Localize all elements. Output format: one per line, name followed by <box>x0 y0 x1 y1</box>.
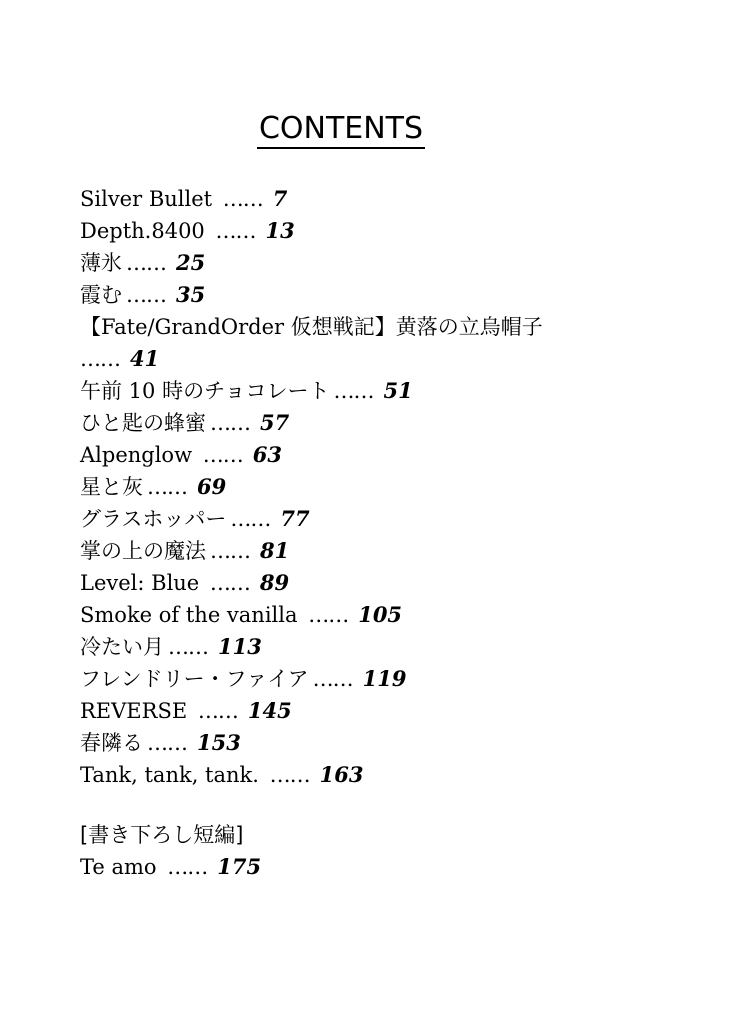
entry-page-number: 119 <box>362 666 407 691</box>
entry-title: グラスホッパー <box>80 507 227 531</box>
entry-leader: …… <box>80 347 120 371</box>
entry-leader: …… <box>222 187 263 211</box>
entry-leader: …… <box>209 571 250 595</box>
entry-page-number: 7 <box>272 186 288 211</box>
entry-leader: …… <box>210 411 250 435</box>
toc-entry <box>80 631 700 663</box>
page-title: CONTENTS <box>257 111 425 149</box>
entry-title: Smoke of the vanilla <box>80 603 298 627</box>
entry-title: REVERSE <box>80 699 188 723</box>
entry-leader: …… <box>230 507 271 531</box>
toc-entry <box>80 663 700 695</box>
entry-leader: …… <box>168 635 208 659</box>
toc-entry <box>80 247 700 279</box>
toc-entry <box>80 759 700 791</box>
toc-entry <box>80 279 700 311</box>
entry-page-number: 57 <box>260 410 290 435</box>
entry-page-number: 35 <box>176 282 206 307</box>
entry-page-number: 105 <box>358 602 403 627</box>
entry-page-number: 25 <box>176 250 206 275</box>
entry-leader: …… <box>202 443 243 467</box>
toc-entry <box>80 407 700 439</box>
entry-page-number: 89 <box>259 570 290 595</box>
entry-title: 星と灰 <box>80 475 143 499</box>
entry-title: 薄氷 <box>80 251 122 275</box>
section-entries <box>80 851 261 883</box>
entry-leader: …… <box>126 283 166 307</box>
entry-leader: …… <box>312 667 353 691</box>
entry-leader: …… <box>308 603 349 627</box>
entry-title: Level: Blue <box>80 571 200 595</box>
toc-entry <box>80 727 700 759</box>
entry-page-number: 69 <box>197 474 227 499</box>
entry-title: 冷たい月 <box>80 635 164 659</box>
toc-entry <box>80 599 700 631</box>
entry-title: 霞む <box>80 283 122 307</box>
page-title-block <box>0 109 682 149</box>
entry-leader: …… <box>215 219 256 243</box>
entry-page-number: 13 <box>265 218 295 243</box>
entry-leader: …… <box>197 699 238 723</box>
toc-entry <box>80 375 700 407</box>
entry-page-number: 81 <box>260 538 290 563</box>
toc-entry <box>80 695 700 727</box>
entry-page-number: 153 <box>197 730 241 755</box>
section-heading: [書き下ろし短編] <box>80 823 244 847</box>
entry-title: Depth.8400 <box>80 219 205 243</box>
entry-title: フレンドリー・ファイア <box>80 667 309 691</box>
entry-page-number: 163 <box>319 762 364 787</box>
entry-title: Tank, tank, tank. <box>80 763 259 787</box>
entry-title: 午前 10 時のチョコレート <box>80 379 330 403</box>
table-of-contents <box>80 183 700 791</box>
entry-page-number: 51 <box>383 378 413 403</box>
entry-title: ひと匙の蜂蜜 <box>80 411 206 435</box>
entry-title: 【Fate/GrandOrder 仮想戦記】黄落の立烏帽子 <box>80 315 543 339</box>
toc-entry <box>80 503 700 535</box>
entry-title: Alpenglow <box>80 443 193 467</box>
toc-entry <box>80 439 700 471</box>
toc-entry <box>80 471 700 503</box>
toc-entry <box>80 183 700 215</box>
entry-leader: …… <box>147 731 187 755</box>
entry-leader: …… <box>269 763 310 787</box>
entry-leader: …… <box>210 539 250 563</box>
entry-title: 春隣る <box>80 731 143 755</box>
entry-leader: …… <box>333 379 374 403</box>
entry-title: Te amo <box>80 855 157 879</box>
entry-page-number: 175 <box>217 854 262 879</box>
entry-page-number: 77 <box>280 506 310 531</box>
entry-leader: …… <box>126 251 166 275</box>
entry-page-number: 41 <box>130 346 160 371</box>
toc-entry <box>80 535 700 567</box>
toc-entry <box>80 851 261 883</box>
entry-leader: …… <box>167 855 208 879</box>
entry-page-number: 145 <box>247 698 292 723</box>
entry-title: 掌の上の魔法 <box>80 539 206 563</box>
toc-entry <box>80 567 700 599</box>
toc-entry <box>80 311 700 375</box>
entry-leader: …… <box>147 475 187 499</box>
entry-title: Silver Bullet <box>80 187 213 211</box>
toc-entry <box>80 215 700 247</box>
entry-page-number: 113 <box>218 634 262 659</box>
entry-page-number: 63 <box>252 442 282 467</box>
